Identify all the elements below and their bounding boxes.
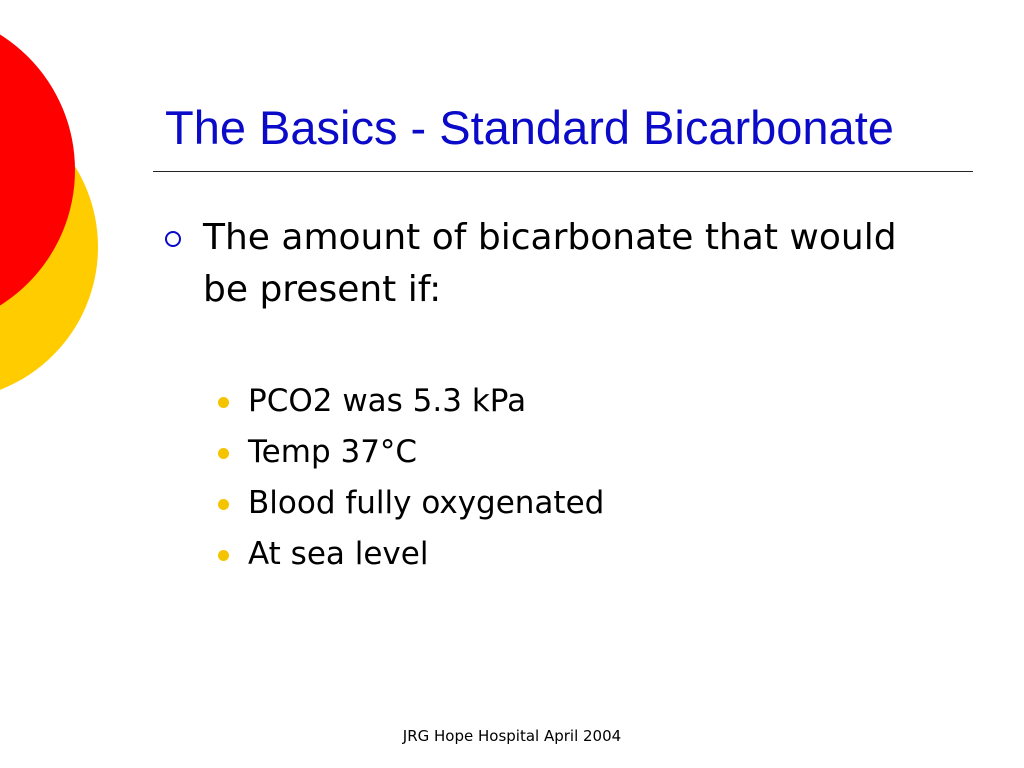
sub-bullet-text: Blood fully oxygenated <box>248 485 605 521</box>
yellow-dot-bullet-icon <box>218 550 229 561</box>
sub-bullet-item <box>215 529 604 580</box>
yellow-dot-bullet-icon <box>218 499 229 510</box>
sub-bullet-item <box>215 376 604 427</box>
slide-title: The Basics - Standard Bicarbonate <box>165 101 894 154</box>
sub-bullet-text: Temp 37°C <box>248 434 418 470</box>
sub-bullet-text: PCO2 was 5.3 kPa <box>248 383 527 419</box>
yellow-dot-bullet-icon <box>218 397 229 408</box>
sub-bullet-list <box>215 376 604 580</box>
main-bullet-text: The amount of bicarbonate that would be present if: <box>203 217 897 310</box>
sub-bullet-item <box>215 478 604 529</box>
hollow-circle-bullet-icon <box>165 231 181 247</box>
title-divider <box>153 171 973 172</box>
sub-bullet-text: At sea level <box>248 536 429 572</box>
yellow-dot-bullet-icon <box>218 448 229 459</box>
decorative-circles <box>0 0 110 420</box>
sub-bullet-item <box>215 427 604 478</box>
slide-footer: JRG Hope Hospital April 2004 <box>402 727 622 745</box>
main-bullet <box>160 212 920 316</box>
